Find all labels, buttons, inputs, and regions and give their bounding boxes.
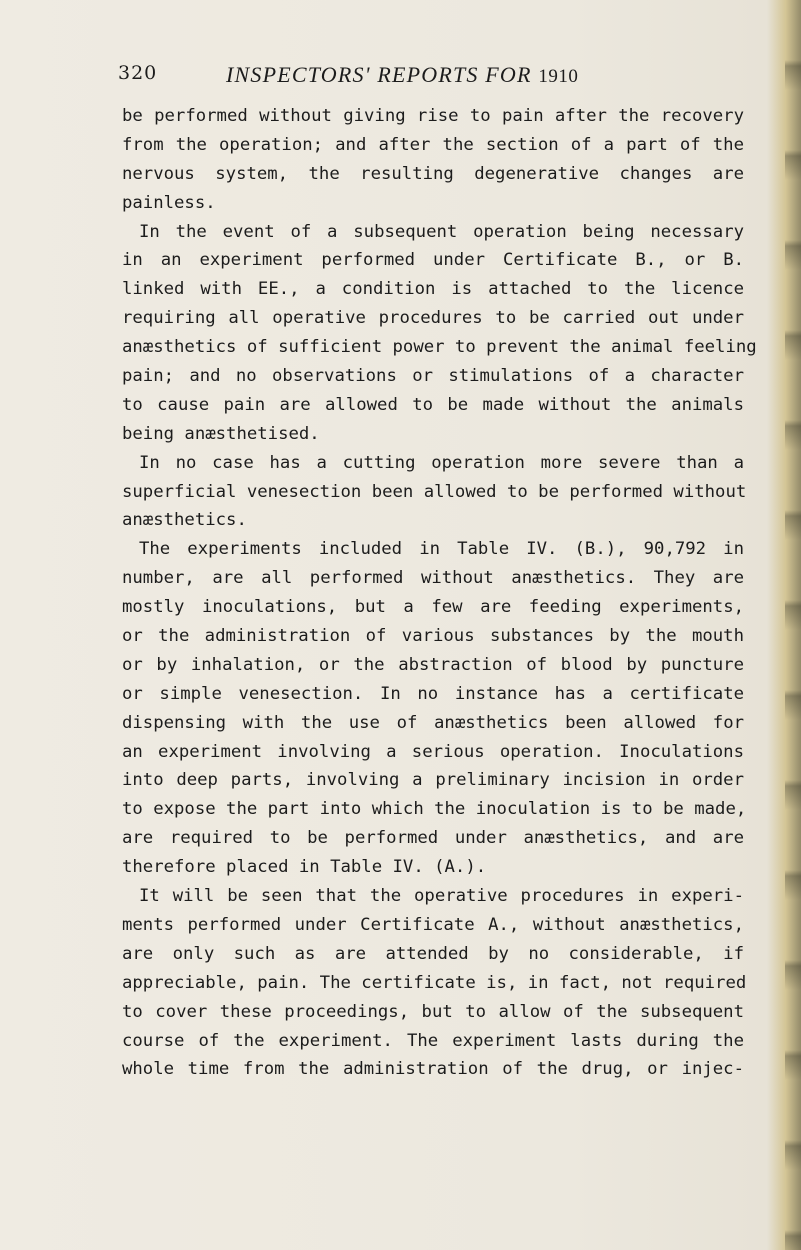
page-edge-spots [785,0,801,1250]
text-line: ments performed under Certificate A., without anæsthetics, [122,914,744,935]
text-line: an experiment involving a serious operation. Inoculations [122,741,744,762]
text-line: linked with EE., a condition is attached to the licence [122,279,744,300]
text-line: to cause pain are allowed to be made without the animals [122,394,744,415]
text-line: to cover these proceedings, but to allow of the subsequent [122,1001,744,1022]
text-line: In no case has a cutting operation more severe than a [139,452,744,473]
text-line: pain; and no observations or stimulations of a character [122,366,744,387]
text-line: In the event of a subsequent operation being necessary [139,221,744,242]
text-line: to expose the part into which the inoculation is to be made, [122,799,747,820]
text-line: anæsthetics. [122,510,247,531]
text-line: are required to be performed under anæsthetics, and are [122,828,744,849]
text-line: or by inhalation, or the abstraction of blood by puncture [122,654,744,675]
text-line: requiring all operative procedures to be carried out under [122,308,744,329]
text-line: whole time from the administration of the drug, or injec- [122,1059,744,1080]
running-head [118,62,738,92]
running-title-text: INSPECTORS' REPORTS FOR [226,62,532,87]
text-line: superficial venesection been allowed to be performed without [122,481,747,502]
text-line: into deep parts, involving a preliminary incision in order [122,770,744,791]
text-line: or the administration of various substances by the mouth [122,626,744,647]
text-line: being anæsthetised. [122,423,320,444]
page-number: 320 [118,62,158,84]
text-line: are only such as are attended by no considerable, if [122,943,744,964]
text-line: course of the experiment. The experiment lasts during the [122,1030,744,1051]
body-text [122,102,757,1084]
running-title-year: 1910 [538,66,579,87]
text-line: mostly inoculations, but a few are feeding experiments, [122,597,744,618]
text-line: appreciable, pain. The certificate is, in fact, not required [122,972,747,993]
text-line: number, are all performed without anæsthetics. They are [122,568,744,589]
text-line: in an experiment performed under Certificate B., or B. [122,250,744,271]
text-line: therefore placed in Table IV. (A.). [122,857,487,878]
text-line: dispensing with the use of anæsthetics been allowed for [122,712,744,733]
text-line: nervous system, the resulting degenerative changes are [122,163,744,184]
text-line: It will be seen that the operative procedures in experi- [139,886,744,907]
text-line: from the operation; and after the section of a part of the [122,134,744,155]
text-line: or simple venesection. In no instance has a certificate [122,683,744,704]
text-line: anæsthetics of sufficient power to prevent the animal feeling [122,337,757,358]
text-line: The experiments included in Table IV. (B.), 90,792 in [139,539,744,560]
text-line: be performed without giving rise to pain after the recovery [122,106,744,126]
running-title [226,62,578,88]
text-line: painless. [122,192,216,213]
